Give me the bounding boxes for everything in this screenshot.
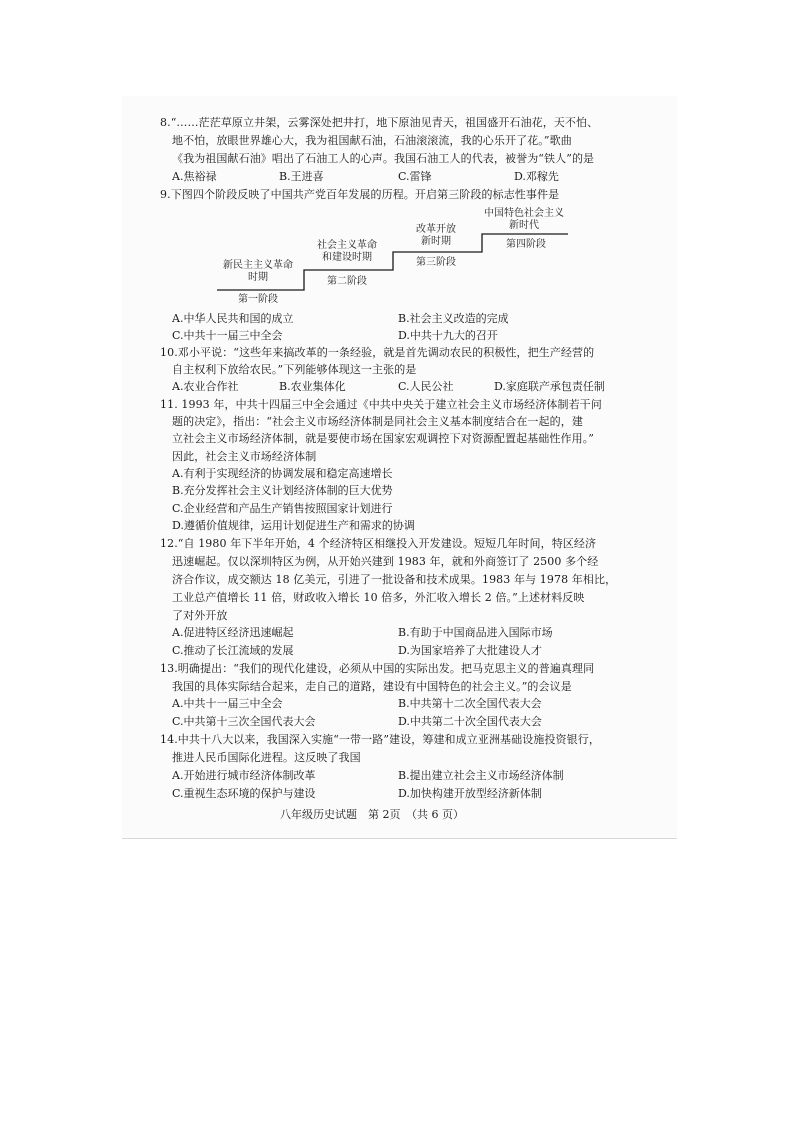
stage-4-label: 中国特色社会主义 新时代: [484, 208, 564, 231]
option-d: D.家庭联产承包责任制: [494, 380, 605, 393]
question-text: 10.邓小平说：“这些年来搞改革的一条经验，就是首先调动农民的积极性，把生产经营的: [160, 346, 595, 359]
option-d: D.加快构建开放型经济新体制: [398, 787, 542, 800]
option-b: B.提出建立社会主义市场经济体制: [398, 769, 564, 782]
question-text: 因此，社会主义市场经济体制: [172, 450, 317, 463]
question-text: 济合作议，成交额达 18 亿美元，引进了一批设备和技术成果。1983 年与 1978 年相比，: [172, 573, 617, 586]
question-text: 我国的具体实际结合起来，走自己的道路，建设有中国特色的社会主义。”的会议是: [172, 680, 572, 693]
question-text: 自主权利下放给农民。”下列能够体现这一主张的是: [172, 363, 417, 376]
stage-3-label: 改革开放 新时期: [416, 224, 456, 247]
question-text: 工业总产值增长 11 倍，财政收入增长 10 倍多，外汇收入增长 2 倍。”上述材料反映: [172, 591, 585, 604]
question-text: 11. 1993 年，中共十四届三中全会通过《中共中央关于建立社会主义市场经济体制若干问: [160, 398, 602, 411]
option-c: C.推动了长江流域的发展: [172, 644, 294, 657]
option-d: D.遵循价值规律，运用计划促进生产和需求的协调: [172, 519, 415, 532]
question-text: 地不怕，放眼世界雄心大，我为祖国献石油，石油滚滚流，我的心乐开了花。”歌曲: [172, 134, 572, 147]
option-b: B.有助于中国商品进入国际市场: [398, 626, 553, 639]
question-text: 13.明确提出：“我们的现代化建设，必须从中国的实际出发。把马克思主义的普遍真理同: [160, 662, 595, 675]
option-a: A.焦裕禄: [172, 170, 217, 183]
option-a: A.开始进行城市经济体制改革: [172, 769, 316, 782]
question-text: 题的决定》，指出：“社会主义市场经济体制是同社会主义基本制度结合在一起的，建: [172, 415, 583, 428]
option-a: A.农业合作社: [172, 380, 239, 393]
option-a: A.中共十一届三中全会: [172, 697, 283, 710]
stage-4-title: 第四阶段: [506, 239, 546, 250]
option-a: A.中华人民共和国的成立: [172, 312, 294, 325]
stage-2-label: 社会主义革命 和建设时期: [317, 240, 377, 263]
option-a: A.促进特区经济迅速崛起: [172, 626, 294, 639]
question-text: 《我为祖国献石油》唱出了石油工人的心声。我国石油工人的代表，被誉为“铁人”的是: [172, 152, 595, 165]
option-b: B.充分发挥社会主义计划经济体制的巨大优势: [172, 484, 393, 497]
option-b: B.中共第十二次全国代表大会: [398, 697, 542, 710]
option-c: C.人民公社: [398, 380, 454, 393]
question-text: 迅速崛起。仅以深圳特区为例，从开始兴建到 1983 年，就和外商签订了 2500 多个经: [172, 555, 599, 568]
option-b: B.王进喜: [279, 170, 324, 183]
option-d: D.中共十九大的召开: [398, 329, 498, 342]
stage-1-label: 新民主主义革命 时期: [223, 260, 293, 283]
question-text: 了对外开放: [172, 609, 228, 622]
question-text: 立社会主义市场经济体制，就是要使市场在国家宏观调控下对资源配置起基础性作用。”: [172, 432, 595, 445]
question-text: 14.中共十八大以来，我国深入实施“一带一路”建设，筹建和成立亚洲基础设施投资银行，: [160, 733, 600, 746]
option-b: B.社会主义改造的完成: [398, 312, 509, 325]
question-text: 9.下图四个阶段反映了中国共产党百年发展的历程。开启第三阶段的标志性事件是: [160, 188, 560, 201]
option-b: B.农业集体化: [279, 380, 346, 393]
option-c: C.企业经营和产品生产销售按照国家计划进行: [172, 502, 393, 515]
staircase-lines: [0, 0, 794, 330]
stage-1-title: 第一阶段: [238, 294, 278, 305]
option-d: D.邓稼先: [514, 170, 559, 183]
question-text: 8.“……茫茫草原立井架，云雾深处把井打，地下原油见青天，祖国盛开石油花，天不怕、: [160, 116, 599, 129]
option-a: A.有利于实现经济的协调发展和稳定高速增长: [172, 467, 393, 480]
question-text: 12.“自 1980 年下半年开始，4 个经济特区相继投入开发建设。短短几年时间，特区经济: [160, 537, 597, 550]
page-footer: 八年级历史试题 第 2页 （共 6 页）: [280, 808, 464, 821]
option-d: D.为国家培养了大批建设人才: [398, 644, 542, 657]
option-c: C.重视生态环境的保护与建设: [172, 787, 316, 800]
question-text: 推进人民币国际化进程。这反映了我国: [172, 751, 361, 764]
option-d: D.中共第二十次全国代表大会: [398, 715, 542, 728]
option-c: C.雷锋: [398, 170, 432, 183]
stage-2-title: 第二阶段: [327, 276, 367, 287]
option-c: C.中共十一届三中全会: [172, 329, 283, 342]
stage-3-title: 第三阶段: [416, 257, 456, 268]
option-c: C.中共第十三次全国代表大会: [172, 715, 316, 728]
